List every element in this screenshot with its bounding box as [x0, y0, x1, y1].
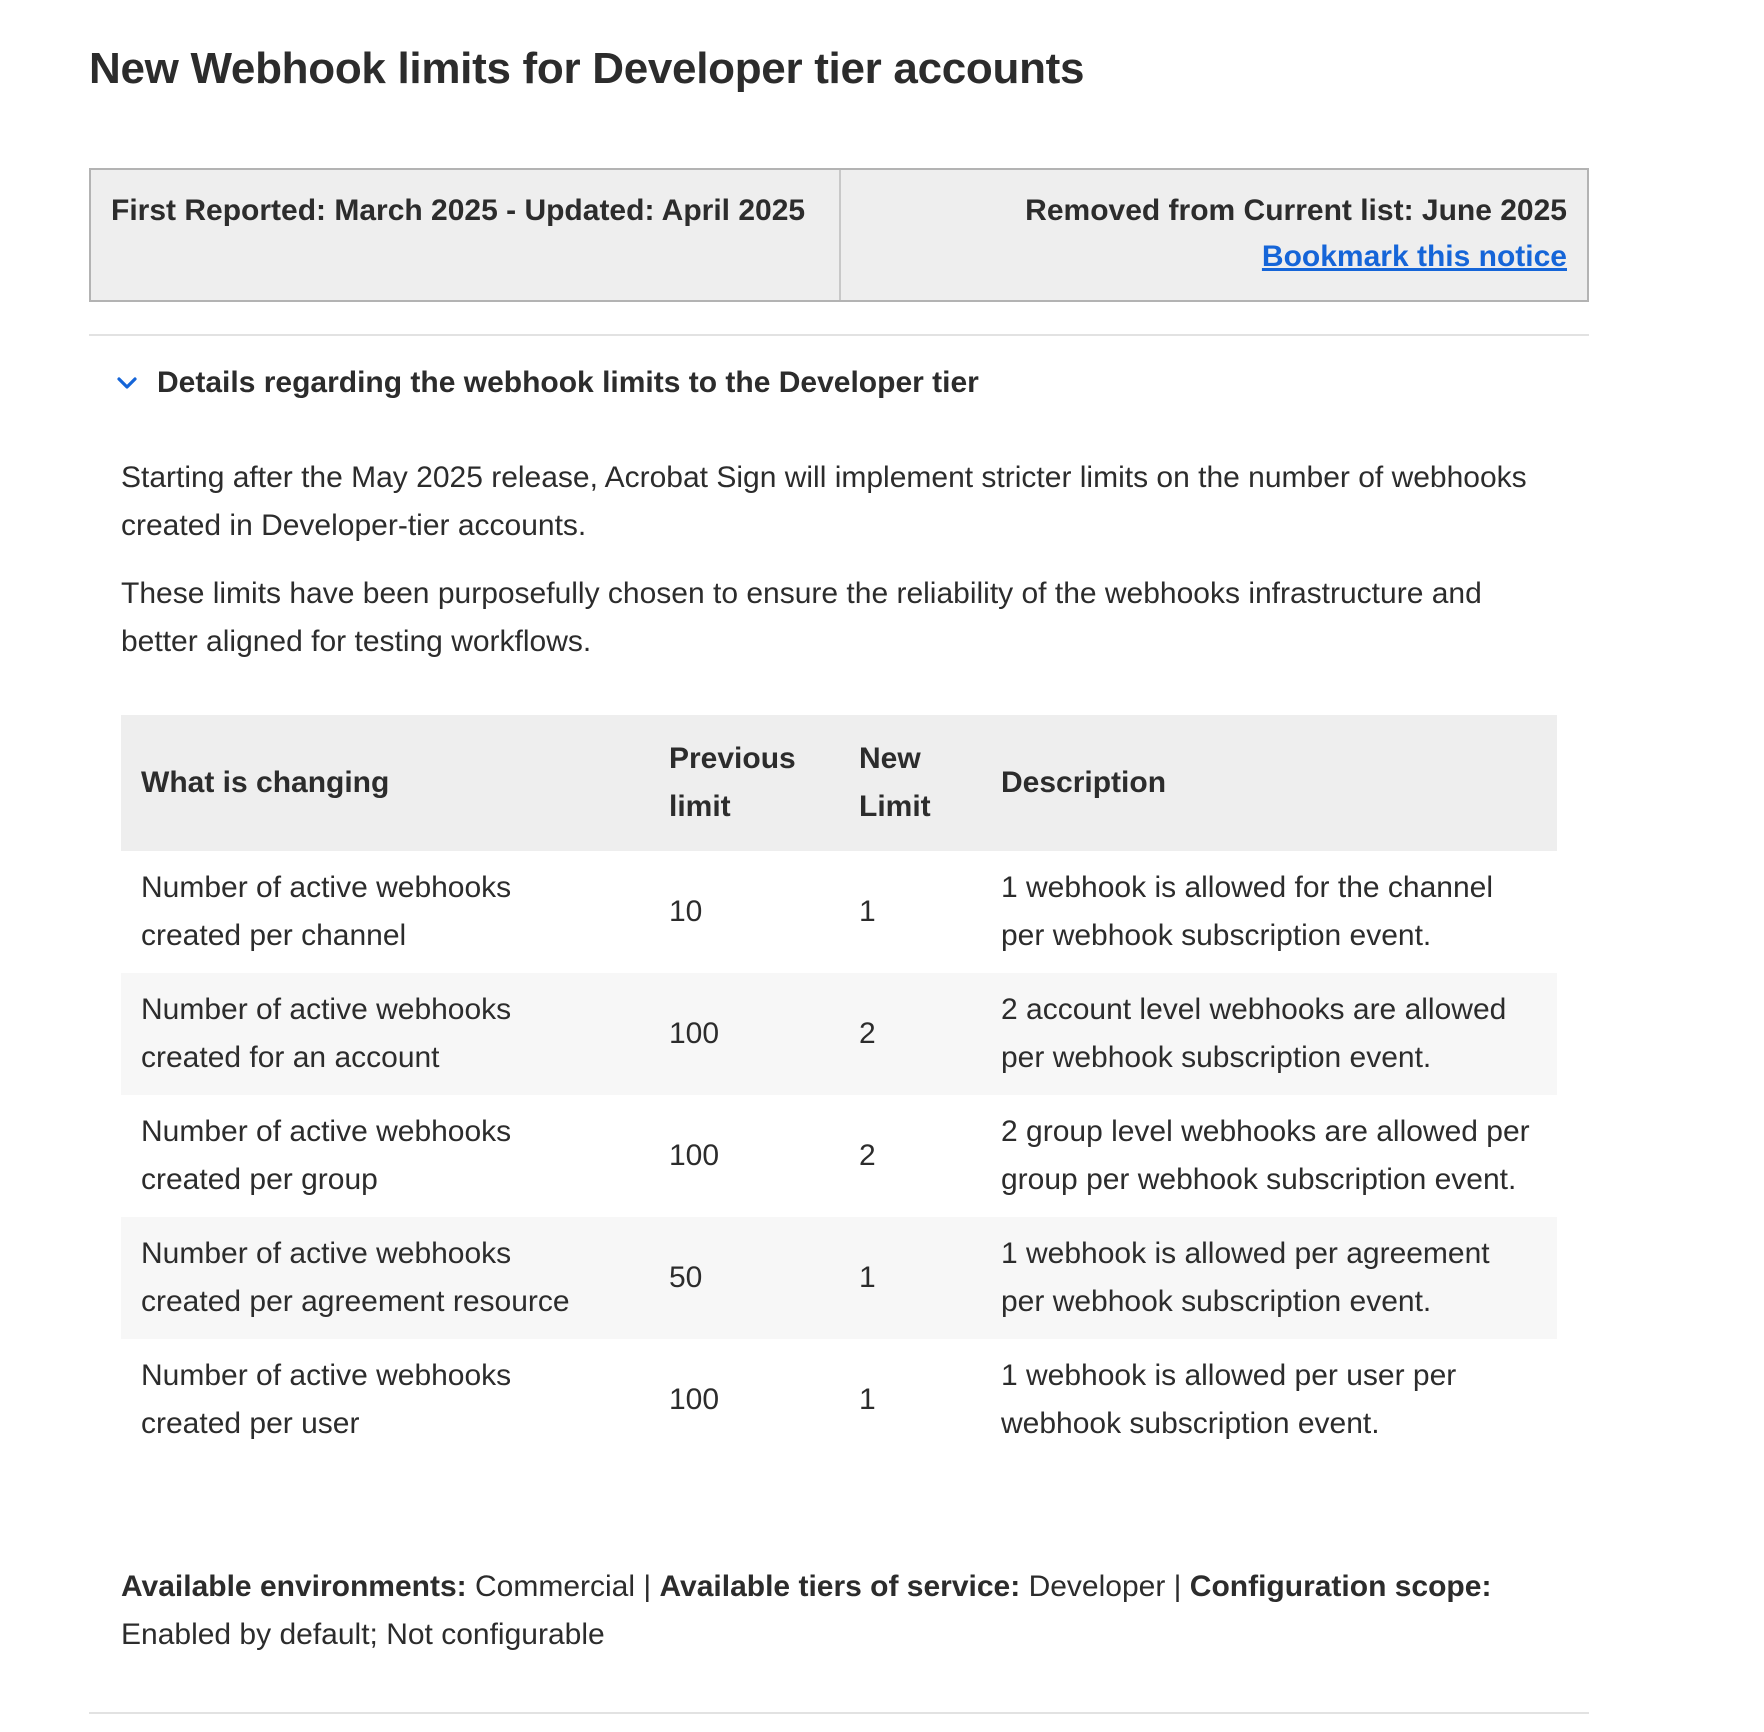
intro-paragraph: Starting after the May 2025 release, Acrobat Sign will implement stricter limits on the number of webhooks created in Developer-tier accounts. [121, 461, 1527, 542]
notice-removed-text: Removed from Current list: June 2025 [1025, 194, 1567, 227]
header-new-line1: New [859, 742, 921, 775]
cell-new: 1 [839, 851, 981, 973]
cell-what-line2: created per agreement resource [141, 1285, 570, 1318]
cell-what-line2: created per group [141, 1163, 378, 1196]
cell-what [121, 851, 649, 973]
cell-what-line2: created per user [141, 1407, 360, 1440]
cell-what [121, 973, 649, 1095]
notice-reported-cell [91, 170, 841, 300]
tiers-label: Available tiers of service: [659, 1570, 1021, 1603]
tiers-value: Developer | [1020, 1570, 1190, 1603]
header-previous-limit [649, 715, 839, 851]
table-row [121, 1339, 1557, 1461]
scope-label: Configuration scope: [1189, 1570, 1492, 1603]
header-new-line2: Limit [859, 790, 931, 823]
section-divider-top [89, 334, 1589, 336]
cell-description: 1 webhook is allowed per agreement per webhook subscription event. [981, 1217, 1557, 1339]
cell-previous: 100 [649, 1095, 839, 1217]
table-row [121, 1217, 1557, 1339]
env-value: Commercial | [466, 1570, 660, 1603]
cell-what [121, 1095, 649, 1217]
header-new-limit [839, 715, 981, 851]
cell-what-line2: created per channel [141, 919, 407, 952]
cell-previous: 10 [649, 851, 839, 973]
accordion-title: Details regarding the webhook limits to the Developer tier [157, 366, 979, 399]
table-row [121, 851, 1557, 973]
cell-new: 1 [839, 1339, 981, 1461]
header-description: Description [981, 715, 1557, 851]
cell-previous: 50 [649, 1217, 839, 1339]
cell-description: 1 webhook is allowed per user per webhook subscription event. [981, 1339, 1557, 1461]
notice-removed-cell [841, 170, 1587, 300]
reason-paragraph: These limits have been purposefully chosen to ensure the reliability of the webhooks infrastructure and better aligned for testing workflows. [121, 577, 1482, 658]
cell-what [121, 1217, 649, 1339]
chevron-down-icon [115, 371, 139, 395]
bookmark-link[interactable]: Bookmark this notice [1261, 240, 1567, 273]
env-label: Available environments: [121, 1570, 467, 1603]
cell-what-line1: Number of active webhooks [141, 1359, 512, 1392]
notice-box [89, 168, 1589, 302]
table-row [121, 973, 1557, 1095]
scope-value: Enabled by default; Not configurable [121, 1618, 605, 1651]
cell-description: 2 account level webhooks are allowed per webhook subscription event. [981, 973, 1557, 1095]
availability-line [121, 1563, 1561, 1659]
cell-what-line2: created for an account [141, 1041, 440, 1074]
cell-what-line1: Number of active webhooks [141, 993, 512, 1026]
accordion-toggle[interactable] [115, 366, 979, 400]
header-what-is-changing: What is changing [121, 715, 649, 851]
section-divider-bottom [89, 1712, 1589, 1714]
page-title: New Webhook limits for Developer tier accounts [89, 44, 1085, 93]
notice-reported-text: First Reported: March 2025 - Updated: April 2025 [111, 194, 806, 227]
cell-previous: 100 [649, 973, 839, 1095]
header-previous-line1: Previous [669, 742, 796, 775]
cell-new: 2 [839, 1095, 981, 1217]
table-row [121, 1095, 1557, 1217]
table-header-row [121, 715, 1557, 851]
cell-what-line1: Number of active webhooks [141, 1115, 512, 1148]
header-previous-line2: limit [669, 790, 731, 823]
cell-new: 2 [839, 973, 981, 1095]
cell-new: 1 [839, 1217, 981, 1339]
limits-table [121, 715, 1557, 1461]
cell-description: 1 webhook is allowed for the channel per webhook subscription event. [981, 851, 1557, 973]
cell-what-line1: Number of active webhooks [141, 871, 512, 904]
cell-description: 2 group level webhooks are allowed per group per webhook subscription event. [981, 1095, 1557, 1217]
cell-what-line1: Number of active webhooks [141, 1237, 512, 1270]
cell-what [121, 1339, 649, 1461]
cell-previous: 100 [649, 1339, 839, 1461]
